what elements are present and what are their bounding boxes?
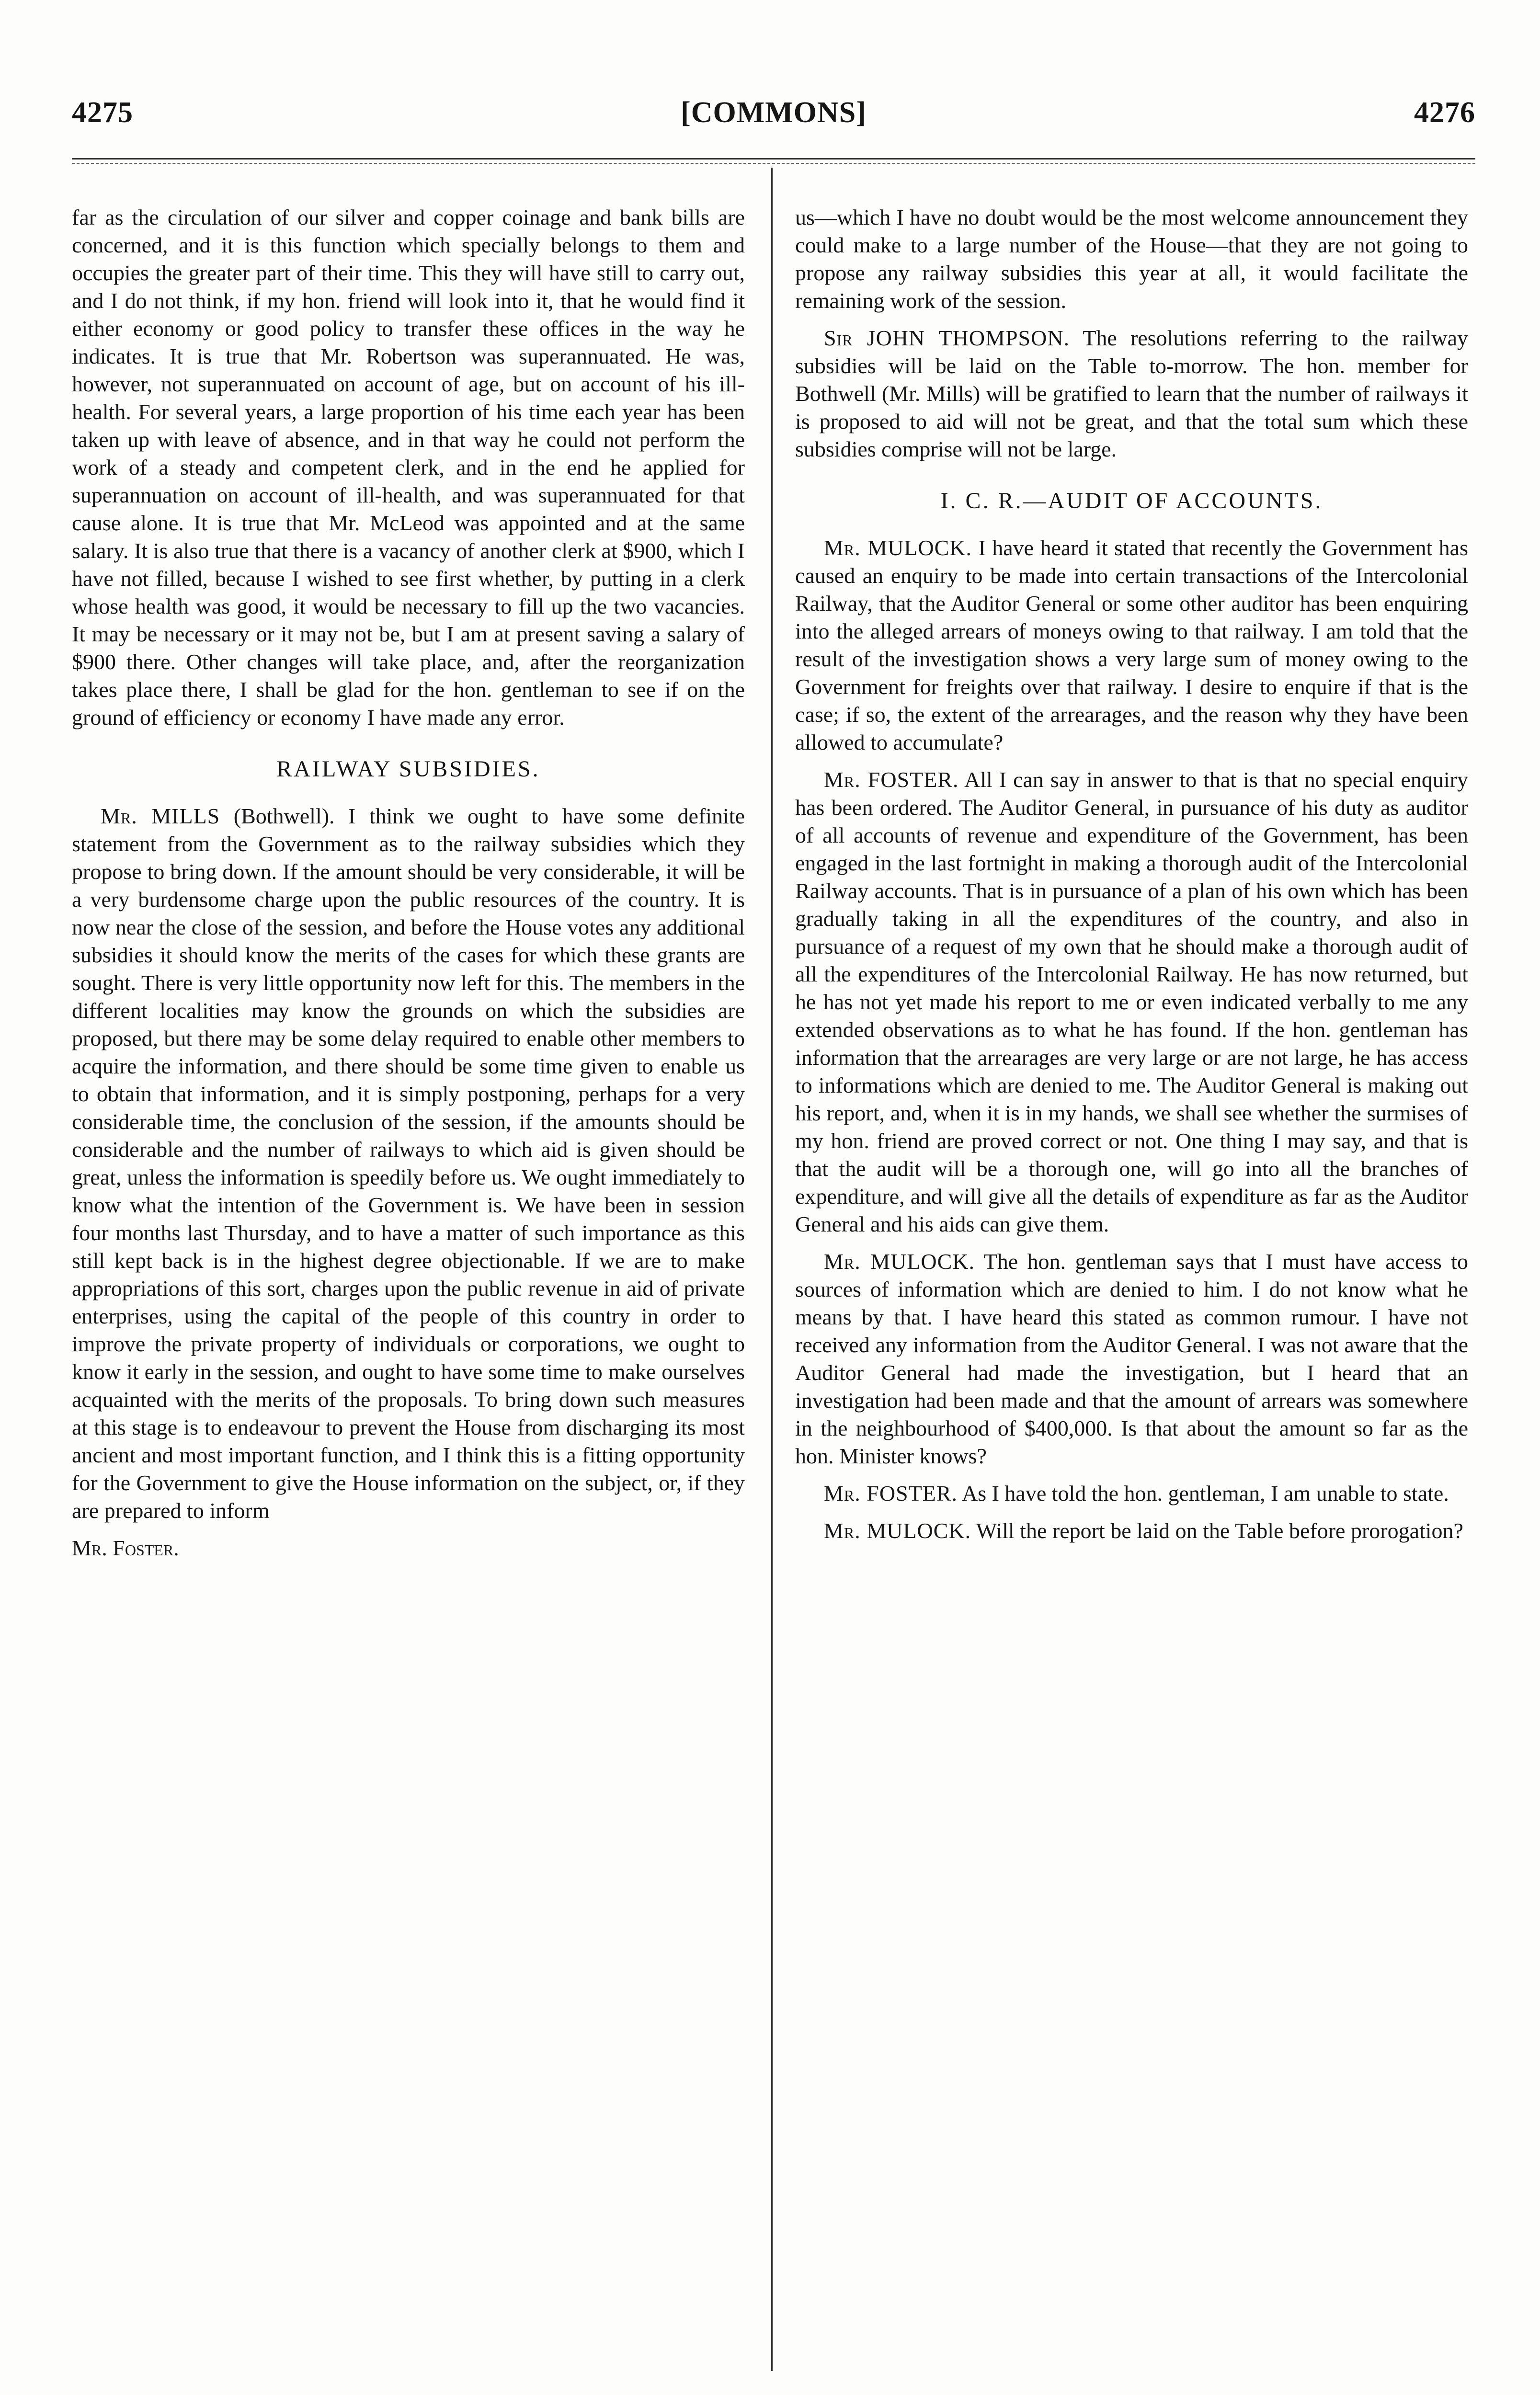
section-heading-railway-subsidies: RAILWAY SUBSIDIES. <box>276 756 540 782</box>
page-header <box>72 91 1475 148</box>
paragraph <box>795 1248 1468 1470</box>
header-rule <box>72 158 1475 160</box>
speech-text: As I have told the hon. gentleman, I am unable to state. <box>961 1481 1449 1505</box>
speaker-name: Mr. MULOCK. <box>824 1518 971 1543</box>
page-number-left: 4275 <box>72 96 133 129</box>
page-number-right: 4276 <box>1414 96 1475 129</box>
page-title: [COMMONS] <box>681 96 867 129</box>
speech-text: All I can say in answer to that is that no special enquiry has been ordered. The Auditor General, in pursuance of his duty as auditor of all accounts of revenue and expenditure of the Government, has been engaged in the last fortnight in making a thorough audit of the Intercolonial Railway accounts. That is in pursuance of a plan of his own which has been gradually taking in all the expenditures of the country, and also in pursuance of a request of my own that he should make a thorough audit of all the expenditures of the Intercolonial Railway. He has now returned, but he has not yet made his report to me or even indicated verbally to me any extended observations as to what he has found. If the hon. gentleman has information that the arrearages are very large or are not large, he has access to informations which are denied to me. The Auditor General is making out his report, and, when it is in my hands, we shall see whether the surmises of my hon. friend are proved correct or not. One thing I may say, and that is that the audit will be a thorough one, will go into all the branches of expenditure, and will give all the details of expenditure as far as the Auditor General and his aids can give them. <box>795 767 1468 1236</box>
speaker-name: Mr. MILLS <box>101 804 220 828</box>
speaker-name: Mr. FOSTER. <box>824 1481 958 1505</box>
hansard-page <box>72 91 1475 2381</box>
speaker-name: Mr. MULOCK. <box>824 536 972 560</box>
paragraph <box>795 1480 1468 1507</box>
header-rule-dashed <box>72 163 1475 164</box>
paragraph <box>795 766 1468 1238</box>
paragraph <box>72 802 745 1525</box>
paragraph: far as the circulation of our silver and copper coinage and bank bills are concerned, and it is this function which specially belongs to them and occupies the greater part of their time. This they will have still to carry out, and I do not think, if my hon. friend will look into it, that he would find it either economy or good policy to transfer these offices in the way he indicates. It is true that Mr. Robertson was superannuated. He was, however, not superannuated on account of age, but on account of his ill-health. For several years, a large proportion of his time each year has been taken up with leave of absence, and in that way he could not perform the work of a steady and competent clerk, and in the end he applied for superannuation on account of ill-health, and was superannuated for that cause alone. It is true that Mr. McLeod was appointed and at the same salary. It is also true that there is a vacancy of another clerk at $900, which I have not filled, because I wished to see first whether, by putting in a clerk whose health was good, it would be necessary to fill up the two vacancies. It may be necessary or it may not be, but I am at present saving a salary of $900 there. Other changes will take place, and, after the reorganization takes place there, I shall be glad for the hon. gentleman to see if on the ground of efficiency or economy I have made any error. <box>72 205 745 730</box>
paragraph <box>795 324 1468 463</box>
speech-text: (Bothwell). I think we ought to have some definite statement from the Government as to the railway subsidies which they propose to bring down. If the amount should be very considerable, it will be a very burdensome charge upon the public resources of the country. It is now near the close of the session, and before the House votes any additional subsidies it should know the merits of the cases for which these grants are sought. There is very little opportunity now left for this. The members in the different localities may know the grounds on which the subsidies are proposed, but there may be some delay required to enable other members to acquire the information, and there should be some time given to enable us to obtain that information, and it is simply postponing, perhaps for a very considerable time, the conclusion of the session, if the amounts should be considerable and the number of railways to which aid is given should be great, unless the information is speedily before us. We ought immediately to know what the intention of the Government is. We have been in session four months last Thursday, and to have a matter of such importance as this still kept back is in the highest degree objectionable. If we are to make appropriations of this sort, charges upon the public revenue in aid of private enterprises, using the capital of the people of this country in order to improve the private property of individuals or corporations, we ought to know it early in the session, and ought to have some time to make ourselves acquainted with the merits of the proposals. To bring down such measures at this stage is to endeavour to prevent the House from discharging its most ancient and most important function, and I think this is a fitting opportunity for the Government to give the House information on the subject, or, if they are prepared to inform <box>72 804 745 1523</box>
left-column <box>72 204 745 1572</box>
speech-text: Will the report be laid on the Table before prorogation? <box>976 1518 1463 1543</box>
section-heading-icr-audit: I. C. R.—AUDIT OF ACCOUNTS. <box>940 488 1323 513</box>
paragraph <box>795 534 1468 756</box>
speaker-name: Mr. MULOCK. <box>824 1249 975 1274</box>
paragraph: us—which I have no doubt would be the most welcome announcement they could make to a large number of the House—that they are not going to propose any railway subsidies this year at all, it would facilitate the remaining work of the session. <box>795 205 1468 313</box>
paragraph <box>795 1517 1468 1545</box>
speaker-name: Mr. FOSTER. <box>824 767 959 792</box>
speech-text: The resolutions referring to the railway subsidies will be laid on the Table to-morrow. The hon. member for Bothwell (Mr. Mills) will be gratified to learn that the number of railways it is proposed to aid will not be great, and that the total sum which these subsidies comprise will not be large. <box>795 326 1468 461</box>
page-footer-name: Mr. Foster. <box>72 1536 179 1560</box>
column-divider <box>771 168 773 2371</box>
speaker-name: Sir JOHN THOMPSON. <box>824 326 1070 350</box>
right-column <box>795 204 1468 1554</box>
speech-text: The hon. gentleman says that I must have access to sources of information which are denied to him. I do not know what he means by that. I have heard this stated as common rumour. I have not received any information from the Auditor General. I was not aware that the Auditor General had made the investigation, but I heard that an investigation had been made and that the amount of arrears was somewhere in the neighbourhood of $400,000. Is that about the amount so far as the hon. Minister knows? <box>795 1249 1469 1468</box>
speech-text: I have heard it stated that recently the Government has caused an enquiry to be made into certain transactions of the Intercolonial Railway, that the Auditor General or some other auditor has been enquiring into the alleged arrears of moneys owing to that railway. I am told that the result of the investigation shows a very large sum of money owing to the Government for freights over that railway. I desire to enquire if that is the case; if so, the extent of the arrearages, and the reason why they have been allowed to accumulate? <box>795 536 1469 754</box>
